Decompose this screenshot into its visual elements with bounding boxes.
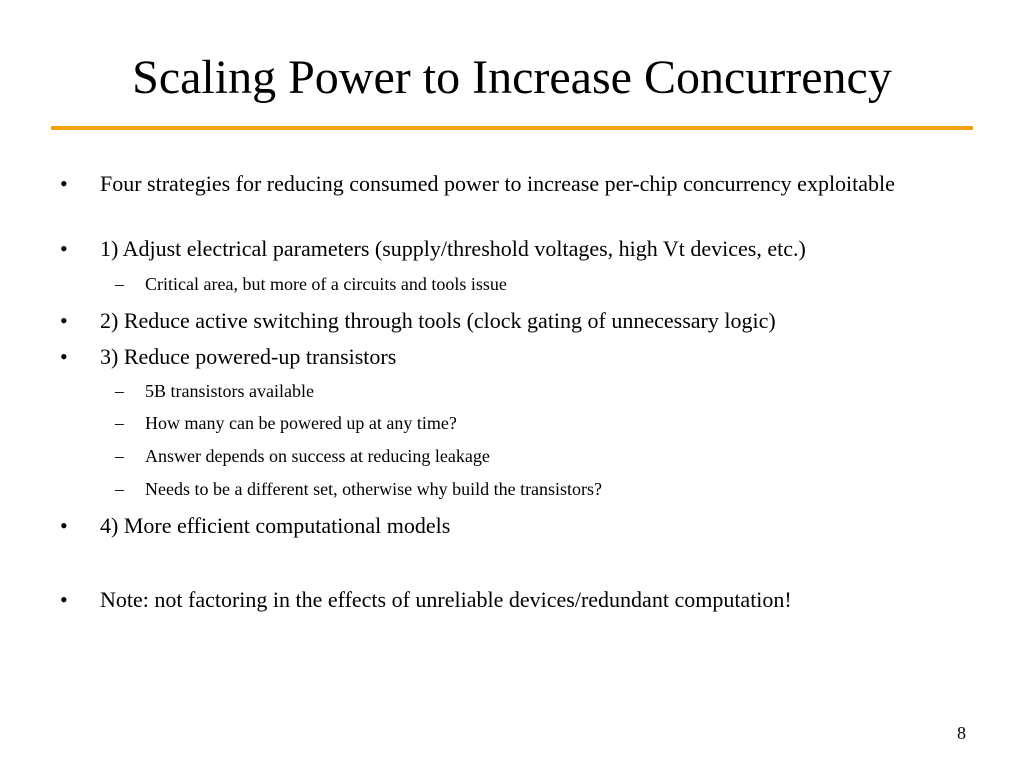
sub-bullet-text: 5B transistors available: [145, 381, 314, 401]
sub-bullet-item: [115, 443, 925, 469]
sub-bullet-item: [115, 476, 925, 502]
bullet-text: 4) More efficient computational models: [100, 513, 451, 538]
sub-bullet-marker: –: [115, 479, 124, 499]
sub-bullet-marker: –: [115, 381, 124, 401]
sub-bullet-item: [115, 271, 925, 297]
bullet-item: [60, 305, 920, 336]
bullet-text: 2) Reduce active switching through tools (clock gating of unnecessary logic): [100, 308, 776, 333]
bullet-item: [60, 584, 920, 615]
sub-bullet-marker: –: [115, 274, 124, 294]
bullet-item: [60, 341, 920, 372]
sub-bullet-item: [115, 378, 925, 404]
bullet-item: [60, 510, 920, 541]
bullet-text: Note: not factoring in the effects of unreliable devices/redundant computation!: [100, 587, 792, 612]
sub-bullet-text: Answer depends on success at reducing leakage: [145, 446, 490, 466]
slide-title: Scaling Power to Increase Concurrency: [132, 51, 892, 104]
bullet-text: Four strategies for reducing consumed power to increase per-chip concurrency exploitable: [100, 171, 895, 196]
bullet-marker: •: [60, 308, 68, 333]
page-number: 8: [957, 723, 966, 743]
bullet-marker: •: [60, 587, 68, 612]
sub-bullet-item: [115, 410, 925, 436]
sub-bullet-marker: –: [115, 413, 124, 433]
bullet-marker: •: [60, 513, 68, 538]
sub-bullet-text: Needs to be a different set, otherwise why build the transistors?: [145, 479, 603, 499]
bullet-marker: •: [60, 171, 68, 196]
sub-bullet-marker: –: [115, 446, 124, 466]
bullet-marker: •: [60, 344, 68, 369]
bullet-text: 1) Adjust electrical parameters (supply/threshold voltages, high Vt devices, etc.): [100, 236, 806, 261]
sub-bullet-text: How many can be powered up at any time?: [145, 413, 457, 433]
bullet-marker: •: [60, 236, 68, 261]
sub-bullet-text: Critical area, but more of a circuits and tools issue: [145, 274, 507, 294]
bullet-text: 3) Reduce powered-up transistors: [100, 344, 397, 369]
bullet-item: [60, 233, 920, 264]
bullet-item: [60, 168, 920, 199]
